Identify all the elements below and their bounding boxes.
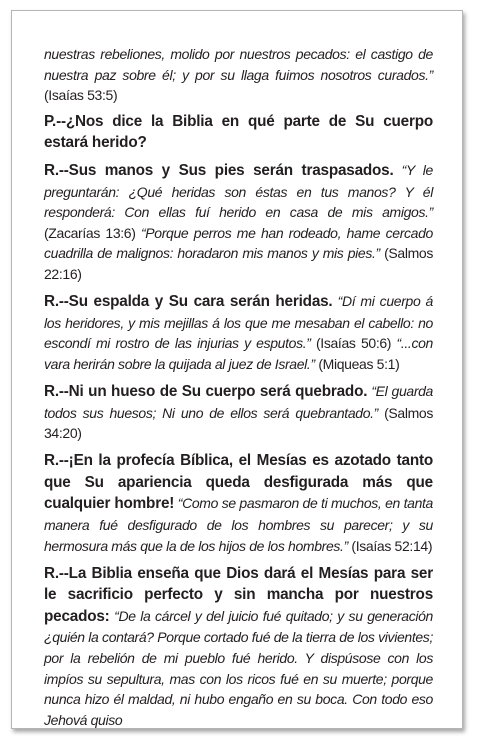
answer-hands-feet [44,160,433,285]
scripture-reference: (Zacarías 13:6) [44,224,136,241]
scripture-reference: (Isaías 52:14) [347,537,433,554]
scripture-reference: (Isaías 53:5) [44,87,118,104]
scripture-reference: (Isaías 50:6) [310,335,392,352]
scripture-reference-2: (Miqueas 5:1) [314,355,400,372]
answer-lead: R.--Ni un hueso de Su cuerpo será quebrado. [44,382,368,400]
scripture-quote: “Y le preguntarán: ¿Qué heridas son éstas en tus manos? Y él responderá: Con ellas fuí herido en casa de mis amigos.” [44,161,433,221]
scripture-quote: “Dí mi cuerpo á los heridores, y mis mejillas á los que me mesaban el cabello: no escondí mi rostro de las injurias y esputos.” [44,293,433,352]
answer-lead: R.--¡En la profecía Bíblica, el Mesías es azotado tanto que Su apariencia queda desfigurada más que cualquier hombre! [44,452,433,513]
question-paragraph [44,112,433,153]
scripture-quote-2: “Porque perros me han rodeado, hame cercado cuadrilla de malignos: horadaron mis manos y mis pies.” [44,224,433,262]
answer-lead: R.--Su espalda y Su cara serán heridas. [44,293,333,311]
scripture-reference: (Salmos 34:20) [44,404,433,442]
scripture-quote: “El guarda todos sus huesos; Ni uno de ellos será quebrantado.” [44,382,433,421]
question-text: P.--¿Nos dice la Biblia en qué parte de Su cuerpo estará herido? [44,113,433,151]
scripture-quote: nuestras rebeliones, molido por nuestros pecados: el castigo de nuestra paz sobre él; y por su llaga fuimos nosotros curados.” [44,46,433,83]
scripture-quote-2: “...con vara herirán sobre la quijada al juez de Israel.” [44,335,433,372]
paragraph-isaiah-53-5 [44,44,433,106]
answer-bones [44,381,433,444]
answer-disfigured [44,450,433,556]
answer-lead: R.--Sus manos y Sus pies serán traspasados. [44,161,394,179]
scripture-reference-2: (Salmos 22:16) [44,245,433,282]
answer-back-face [44,291,433,374]
answer-lead: R.--La Biblia enseña que Dios dará el Mesías para ser le sacrificio perfecto y sin mancha por nuestros pecados: [44,564,433,625]
scripture-quote: “De la cárcel y del juicio fué quitado; y su generación ¿quién la contará? Porque cortado fué de la tierra de los vivientes; por la rebelión de mi pueblo fué herido. Y dispúsose con los impíos su sepultura, mas con los ricos fué en su muerte; porque nunca hizo él maldad, ni hubo engaño en su boca. Con todo eso Jehová quiso [44,607,433,728]
answer-sacrifice [44,563,433,731]
scripture-quote: “Como se pasmaron de ti muchos, en tanta manera fué desfigurado de los hombres su parecer; y su hermosura más que la de los hijos de los hombres.” [44,495,433,554]
document-body [44,44,433,737]
